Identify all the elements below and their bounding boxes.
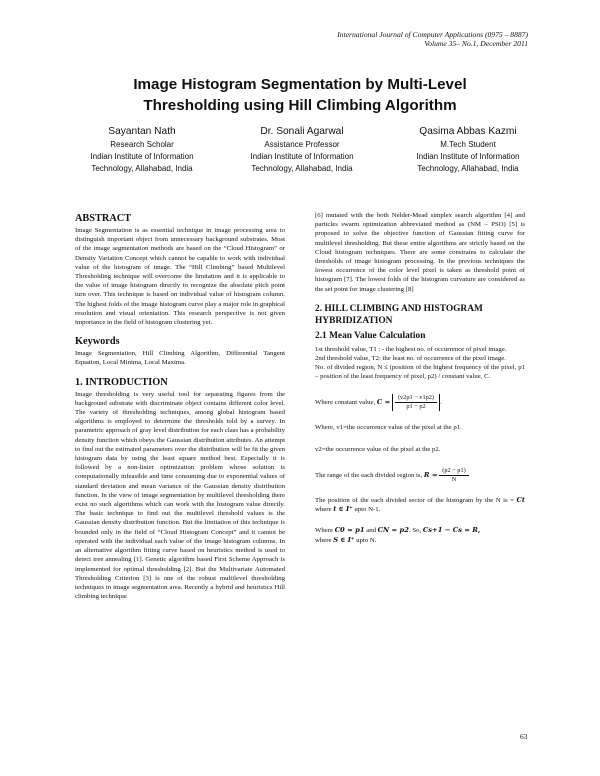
right-column — [315, 211, 525, 545]
title-line-2: Thresholding using Hill Climbing Algorithm — [143, 97, 457, 114]
range-prefix: The range of the each divided region is, — [315, 472, 424, 480]
introduction-text: Image thresholding is very useful tool for separating figures from the background substrate with discriminate object contains different color level. The variety of thresholding techniques, among global histogram based algorithms is employed to determine the thresholds told by a survey. In parametric approach of gray level distribution for each class has a probability density function which obeys the Gaussian distribution attributes. An attempt to find out the estimated parameters over the distribution will be fit the given histogram data by using the least square method best. Especially it is followed by a non-linier optimization problem whose solution is computationally infeasible and time consuming due to exponential values of standard deviation and mean variance of the Gaussian density distribution function. In the view of image segmentation by multilevel thresholding there exist no such algorithms which can work with the histogram value directly. The basic technique to find out the multilevel threshold values is the Gaussian density distribution function. But the limitation of this technique is bounded only in the field of “Cloud Histogram Concept” and it cannot be operated with the individual each value of the image histogram columns. In an alternative algorithm fitting curve based on heuristics method is used to detect tree annealing [1]. Genetic algorithm based First Scheme Approach is implemented for optimal thresholding [2]. But the Multivariate Automated Thresholding Criterion [3] is one of the robust multilevel thresholding techniques in image segmentation area. Recently a hybrid and heuristics Hill climbing technique — [75, 390, 285, 601]
sector-text-c: upto N-1. — [352, 506, 381, 514]
constant-value-equation: Where constant value, C = $\frac{(v2p1 - v1p2)}{p1 - p2}$ . — [315, 393, 442, 410]
abstract-heading: ABSTRACT — [75, 213, 132, 224]
recurrence-symbol: Cs+1 − Cs = R, — [422, 526, 481, 535]
fraction-denominator: N — [451, 476, 457, 484]
constant-fraction — [392, 394, 440, 411]
page-number: 63 — [520, 732, 528, 741]
v2-definition: v2=the occurrence value of the pixel at the p2. — [315, 445, 441, 453]
range-equation — [315, 467, 525, 484]
divided-region-definition: No. of divided region, N ≤ (position of the highest frequency of the pixel, p1 – position of the least frequency of pixel, p2) / constant value, C. — [315, 364, 525, 381]
author-name: Dr. Sonali Agarwal — [260, 126, 344, 137]
cn-symbol: CN = p2 — [377, 526, 409, 535]
title-line-1: Image Histogram Segmentation by Multi-Level — [133, 76, 467, 93]
threshold-2-definition: 2nd threshold value, T2: the least no. of occurrence of the pixel image. — [315, 355, 506, 363]
author-role: Research Scholar — [110, 140, 174, 149]
fraction-numerator: (p2 − p1) — [439, 467, 469, 476]
sector-text-a: The position of the each divided sector of the histogram by the N is = — [315, 497, 517, 505]
author-institution: Indian Institute of Information — [90, 152, 194, 161]
recurrence-text — [315, 526, 525, 544]
recurrence-text-a: Where — [315, 527, 335, 535]
author-role: M.Tech Student — [440, 140, 496, 149]
section-2-heading — [315, 303, 525, 327]
section-2-heading-line-2: HYBRIDIZATION — [315, 315, 393, 326]
fraction-numerator: (v2p1 − v1p2) — [395, 394, 437, 403]
paper-title — [0, 74, 600, 116]
sector-text-b: where — [315, 506, 334, 514]
author-role: Assistance Professor — [264, 140, 340, 149]
keywords-text: Image Segmentation, Hill Climbing Algorithm, Differential Tangent Equation, Local Minima, Local Maxima. — [75, 350, 285, 367]
t-in-i-symbol: t ∈ I⁺ — [333, 505, 353, 514]
ct-symbol: Ct — [516, 496, 525, 505]
range-lhs: R = — [423, 471, 438, 480]
author-name: Qasima Abbas Kazmi — [419, 126, 517, 137]
journal-header — [337, 30, 528, 48]
section-2-heading-line-1: 2. HILL CLIMBING AND HISTOGRAM — [315, 303, 483, 314]
recurrence-text-b: and — [364, 527, 378, 535]
abstract-text: Image Segmentation is as essential technique in image processing area to distinguish important object from unnecessary background substrates. Most of the image segmentation methods are based on the “Cloud Histogram” or Density Variation Concept which cannot be capable to work with individual value of the histogram of image. The “Hill Climbing” based Multilevel Thresholding technique will overcome the limitation and it is applicable to the value of image histogram directly to recognize the absolute pitch point turn over. This technique is based on individual value of histogram column. The highest folds of the image histogram curve play a major role in graphical resolution and visual orientation. This research perspective is not given importance in the field of histogram clustering yet. — [75, 227, 285, 327]
author-institution: Indian Institute of Information — [250, 152, 354, 161]
author-3 — [388, 124, 548, 175]
author-location: Technology, Allahabad, India — [91, 164, 193, 173]
threshold-1-definition: 1st threshold value, T1 : - the highest no. of occurrence of pixel image. — [315, 345, 507, 353]
journal-name: International Journal of Computer Applications (0975 – 8887) — [337, 30, 528, 39]
introduction-continued: [6] mutated with the both Nelder-Mead simplex search algorithm [4] and particles swarm optimization abbreviated method as (NM – PSO) [5] is proposed to solve the objective function of Gaussian fitting curve for multilevel thresholding. But these entire algorithms are strictly based on the Cloud histogram techniques. There are some constrains to calculate the thresholds of image histogram processing. In the previous techniques the lowest occurrence of the color level pixel is taken as threshold point of histogram [7]. The lowest folds of the histogram curvature are considered as the set point for image clustering [8] — [315, 212, 525, 293]
fraction-denominator: p1 − p2 — [406, 402, 426, 410]
subsection-2-1-heading: 2.1 Mean Value Calculation — [315, 330, 426, 341]
recurrence-text-c: . So, — [408, 527, 423, 535]
recurrence-text-d: where — [315, 536, 334, 544]
equation-prefix: Where constant value, — [315, 398, 377, 406]
author-institution: Indian Institute of Information — [416, 152, 520, 161]
range-fraction — [439, 467, 469, 484]
v1-definition: Where, v1=the occurrence value of the pixel at the p1. — [315, 423, 462, 431]
introduction-heading: 1. INTRODUCTION — [75, 376, 168, 388]
keywords-heading: Keywords — [75, 336, 120, 348]
journal-volume: Volume 35– No.1, December 2011 — [424, 39, 528, 48]
equation-lhs: C = — [376, 397, 391, 406]
recurrence-text-e: upto N. — [354, 536, 377, 544]
s-in-i-symbol: S ∈ I⁺ — [333, 535, 355, 544]
author-1 — [62, 124, 222, 175]
author-2 — [222, 124, 382, 175]
author-location: Technology, Allahabad, India — [417, 164, 519, 173]
author-name: Sayantan Nath — [108, 126, 176, 137]
left-column — [75, 212, 285, 601]
sector-position-text — [315, 496, 525, 514]
author-location: Technology, Allahabad, India — [251, 164, 353, 173]
c0-symbol: C0 = p1 — [334, 526, 365, 535]
